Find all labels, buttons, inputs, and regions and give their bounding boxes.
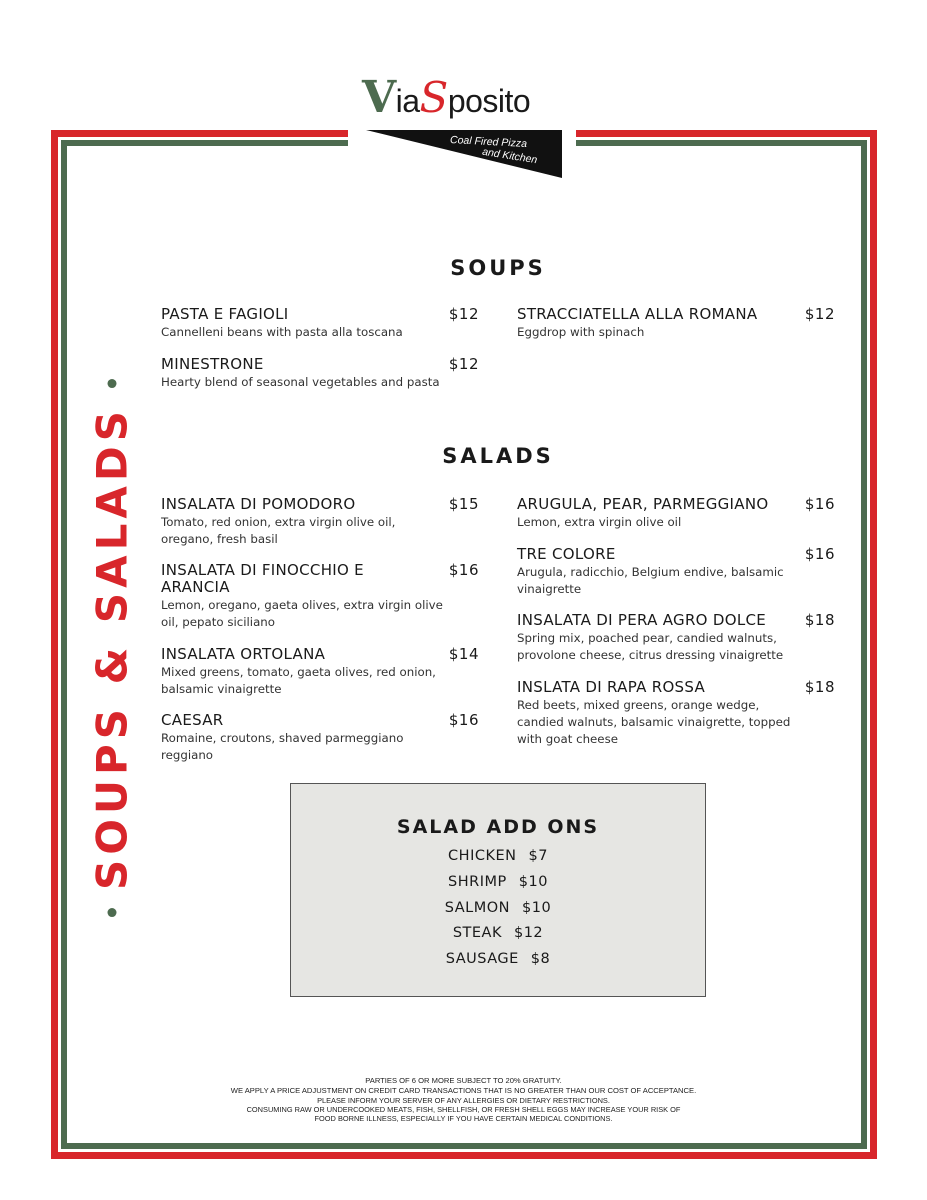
item-name: ARUGULA, PEAR, PARMEGGIANO	[517, 495, 769, 513]
side-dot-right	[108, 379, 117, 388]
side-title-text: SOUPS & SALADS	[87, 405, 137, 891]
item-price: $16	[804, 495, 835, 513]
side-dot-left	[108, 908, 117, 917]
menu-item	[161, 562, 479, 631]
brand-wordmark	[362, 72, 530, 123]
salad-addons-box	[290, 783, 706, 997]
item-description: Cannelleni beans with pasta alla toscana	[161, 325, 403, 339]
item-description: Eggdrop with spinach	[517, 325, 645, 339]
item-name: INSALATA DI POMODORO	[161, 495, 356, 513]
item-price: $15	[448, 495, 479, 513]
addon-name: SAUSAGE	[445, 951, 519, 968]
salad-addons-list	[291, 844, 705, 973]
menu-item	[161, 646, 479, 698]
menu-item	[161, 496, 479, 548]
item-name: CAESAR	[161, 711, 224, 729]
brand-letters-rest: posito	[447, 83, 531, 119]
brand-logo	[362, 72, 562, 180]
brand-tagline-2: and Kitchen	[481, 145, 539, 167]
menu-item	[161, 306, 479, 341]
footer-notices	[140, 1076, 787, 1123]
item-description: Lemon, extra virgin olive oil	[517, 515, 682, 529]
addon-row	[291, 896, 705, 922]
item-name: INSALATA ORTOLANA	[161, 645, 326, 663]
item-name: TRE COLORE	[517, 545, 616, 563]
addon-price: $10	[522, 899, 552, 916]
item-name: STRACCIATELLA ALLA ROMANA	[517, 305, 758, 323]
item-name: INSALATA DI FINOCCHIO E ARANCIA	[161, 561, 364, 596]
footer-allergy-notice: PLEASE INFORM YOUR SERVER OF ANY ALLERGIES OR DIETARY RESTRICTIONS.	[317, 1096, 610, 1105]
item-name: MINESTRONE	[161, 355, 264, 373]
addon-row	[291, 844, 705, 870]
menu-item	[161, 712, 479, 764]
addon-price: $8	[530, 951, 551, 968]
item-price: $16	[448, 561, 479, 579]
item-description: Spring mix, poached pear, candied walnuts, provolone cheese, citrus dressing vinaigrette	[517, 631, 784, 662]
item-price: $16	[448, 711, 479, 729]
menu-item	[517, 546, 835, 598]
footer-credit-card-notice: WE APPLY A PRICE ADJUSTMENT ON CREDIT CARD TRANSACTIONS THAT IS NO GREATER THAN OUR COST OF ACCEPTANCE.	[230, 1086, 697, 1095]
item-name: INSLATA DI RAPA ROSSA	[517, 678, 706, 696]
brand-letter-v: V	[362, 72, 396, 123]
footer-raw-food-warning: CONSUMING RAW OR UNDERCOOKED MEATS, FISH, SHELLFISH, OR FRESH SHELL EGGS MAY INCREASE YOUR RISK OF	[246, 1105, 681, 1114]
item-description: Mixed greens, tomato, gaeta olives, red onion, balsamic vinaigrette	[161, 665, 436, 696]
item-price: $12	[448, 355, 479, 373]
item-price: $18	[804, 611, 835, 629]
addon-name: CHICKEN	[448, 848, 517, 864]
item-description: Hearty blend of seasonal vegetables and pasta	[161, 375, 440, 389]
addon-name: STEAK	[452, 925, 502, 942]
brand-tagline-1: Coal Fired Pizza	[449, 133, 528, 151]
addon-row	[291, 921, 705, 947]
addon-row	[291, 870, 705, 896]
item-name: PASTA E FAGIOLI	[161, 305, 289, 323]
item-description: Romaine, croutons, shaved parmeggiano reggiano	[161, 731, 404, 762]
footer-gratuity-notice: PARTIES OF 6 OR MORE SUBJECT TO 20% GRATUITY.	[365, 1076, 562, 1085]
brand-letter-s: S	[419, 73, 448, 122]
side-title	[88, 361, 137, 935]
addon-name: SHRIMP	[448, 873, 507, 890]
soups-heading: SOUPS	[450, 256, 546, 280]
menu-item	[517, 679, 835, 748]
item-description: Arugula, radicchio, Belgium endive, balsamic vinaigrette	[517, 565, 784, 596]
footer-raw-food-warning-cont: FOOD BORNE ILLNESS, ESPECIALLY IF YOU HAVE CERTAIN MEDICAL CONDITIONS.	[314, 1114, 613, 1123]
item-description: Red beets, mixed greens, orange wedge, candied walnuts, balsamic vinaigrette, topped with goat cheese	[517, 698, 791, 746]
salads-heading: SALADS	[442, 444, 554, 468]
item-price: $18	[804, 678, 835, 696]
item-description: Lemon, oregano, gaeta olives, extra virgin olive oil, pepato siciliano	[161, 598, 443, 629]
item-name: INSALATA DI PERA AGRO DOLCE	[517, 611, 767, 629]
menu-item	[161, 356, 479, 391]
brand-letters-ia: ia	[395, 83, 420, 119]
item-price: $16	[804, 545, 835, 563]
menu-item	[517, 496, 835, 531]
item-description: Tomato, red onion, extra virgin olive oil, oregano, fresh basil	[161, 515, 396, 546]
salad-addons-title: SALAD ADD ONS	[396, 816, 600, 838]
addon-price: $12	[513, 925, 544, 942]
item-price: $12	[448, 305, 479, 323]
addon-price: $10	[518, 873, 548, 890]
menu-item	[517, 612, 835, 664]
item-price: $12	[804, 305, 835, 323]
item-price: $14	[448, 645, 479, 663]
addon-row	[291, 947, 705, 973]
addon-price: $7	[528, 848, 548, 864]
menu-item	[517, 306, 835, 341]
addon-name: SALMON	[444, 899, 511, 916]
